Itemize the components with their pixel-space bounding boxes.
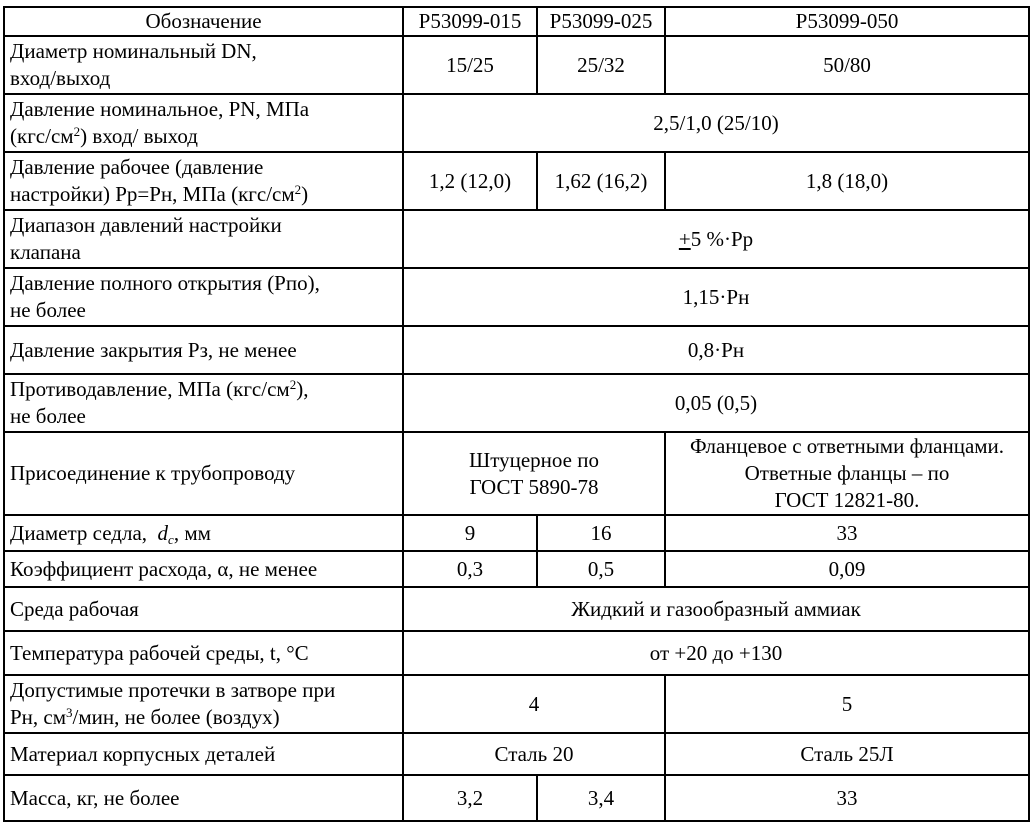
model-050-header: Р53099-050: [665, 7, 1029, 36]
row-working-pressure: [4, 152, 1029, 210]
value-material-small: Сталь 20: [403, 733, 665, 775]
value-mass-025: 3,4: [537, 775, 665, 821]
label-leakage: Допустимые протечки в затворе при Рн, $см^3$/мин, не более (воздух): [4, 675, 403, 733]
value-flow-025: 0,5: [537, 551, 665, 587]
label-working-medium: Среда рабочая: [4, 587, 403, 631]
value-connection-threaded: Штуцерное по ГОСТ 5890-78: [403, 432, 665, 515]
label-full-open-pressure: Давление полного открытия (Рпо), не более: [4, 268, 403, 326]
label-flow-coefficient: Коэффициент расхода, α, не менее: [4, 551, 403, 587]
row-closing-pressure: [4, 326, 1029, 374]
value-mass-050: 33: [665, 775, 1029, 821]
row-mass: [4, 775, 1029, 821]
value-closing-pressure: 0,8·Рн: [403, 326, 1029, 374]
value-dn-025: 25/32: [537, 36, 665, 94]
row-seat-diameter: [4, 515, 1029, 551]
value-pr-025: 1,62 (16,2): [537, 152, 665, 210]
row-connection: [4, 432, 1029, 515]
row-temperature: [4, 631, 1029, 675]
value-setting-range: +5 %·Рр: [403, 210, 1029, 268]
value-pr-050: 1,8 (18,0): [665, 152, 1029, 210]
row-leakage: [4, 675, 1029, 733]
value-seat-050: 33: [665, 515, 1029, 551]
row-material: [4, 733, 1029, 775]
value-temperature: от +20 до +130: [403, 631, 1029, 675]
label-backpressure: Противодавление, МПа $(кгс/см^2)$, не более: [4, 374, 403, 432]
label-setting-range: Диапазон давлений настройки клапана: [4, 210, 403, 268]
value-dn-015: 15/25: [403, 36, 537, 94]
value-leakage-large: 5: [665, 675, 1029, 733]
specification-table: [3, 6, 1030, 822]
value-leakage-small: 4: [403, 675, 665, 733]
value-material-large: Сталь 25Л: [665, 733, 1029, 775]
value-mass-015: 3,2: [403, 775, 537, 821]
row-nominal-pressure: [4, 94, 1029, 152]
label-mass: Масса, кг, не более: [4, 775, 403, 821]
label-nominal-diameter: Диаметр номинальный DN, вход/выход: [4, 36, 403, 94]
label-seat-diameter: Диаметр седла, $d_c$, мм: [4, 515, 403, 551]
value-backpressure: 0,05 (0,5): [403, 374, 1029, 432]
row-backpressure: [4, 374, 1029, 432]
row-setting-range: [4, 210, 1029, 268]
value-full-open-pressure: 1,15·Рн: [403, 268, 1029, 326]
label-working-pressure: Давление рабочее (давление настройки) Рр=Рн, МПа $(кгс/см^2)$: [4, 152, 403, 210]
model-015-header: Р53099-015: [403, 7, 537, 36]
value-nominal-pressure: 2,5/1,0 (25/10): [403, 94, 1029, 152]
value-working-medium: Жидкий и газообразный аммиак: [403, 587, 1029, 631]
value-dn-050: 50/80: [665, 36, 1029, 94]
label-temperature: Температура рабочей среды, t, °С: [4, 631, 403, 675]
label-connection: Присоединение к трубопроводу: [4, 432, 403, 515]
value-connection-flanged: Фланцевое с ответными фланцами. Ответные фланцы – по ГОСТ 12821-80.: [665, 432, 1029, 515]
row-working-medium: [4, 587, 1029, 631]
value-seat-015: 9: [403, 515, 537, 551]
row-full-open-pressure: [4, 268, 1029, 326]
model-025-header: Р53099-025: [537, 7, 665, 36]
label-material: Материал корпусных деталей: [4, 733, 403, 775]
header-row: [4, 7, 1029, 36]
row-nominal-diameter: [4, 36, 1029, 94]
label-closing-pressure: Давление закрытия Рз, не менее: [4, 326, 403, 374]
designation-header: Обозначение: [4, 7, 403, 36]
value-pr-015: 1,2 (12,0): [403, 152, 537, 210]
value-seat-025: 16: [537, 515, 665, 551]
value-flow-015: 0,3: [403, 551, 537, 587]
value-flow-050: 0,09: [665, 551, 1029, 587]
label-nominal-pressure: Давление номинальное, PN, МПа $(кгс/см^2)$ вход/ выход: [4, 94, 403, 152]
row-flow-coefficient: [4, 551, 1029, 587]
